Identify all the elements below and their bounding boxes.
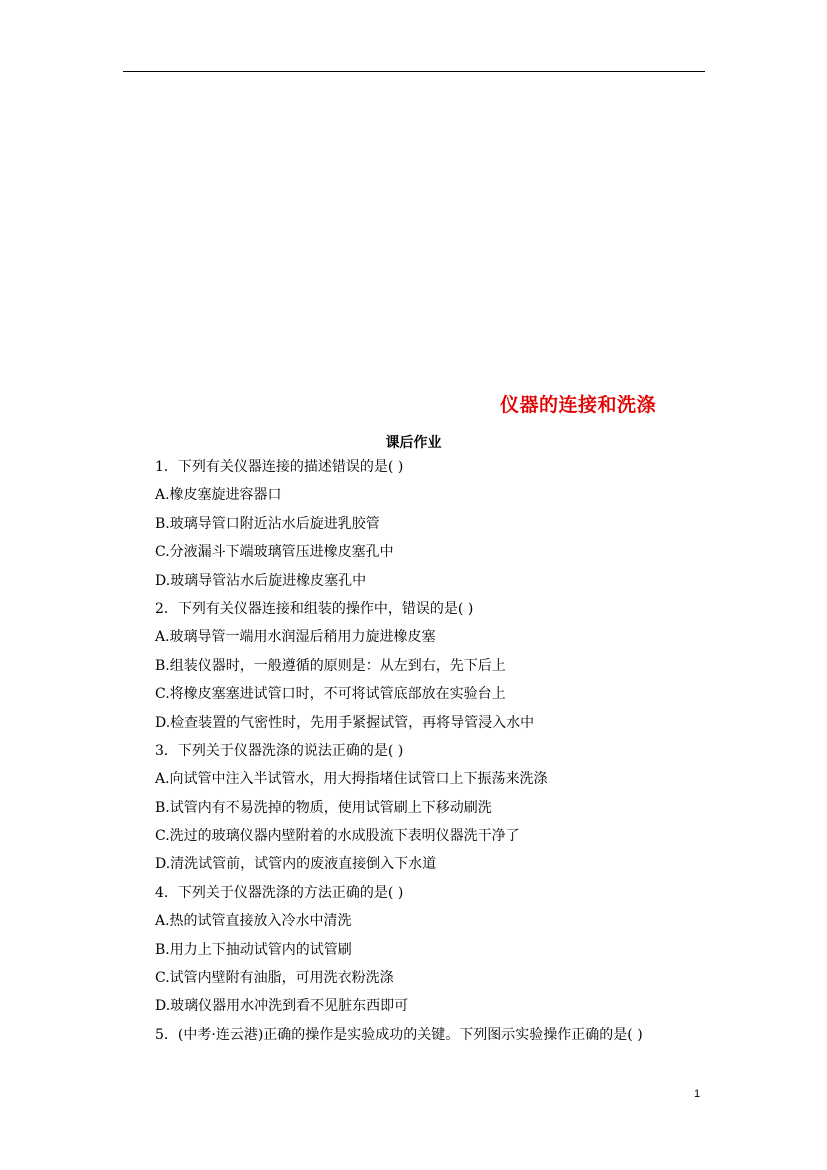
question-stem: 3．下列关于仪器洗涤的说法正确的是( ) [155, 742, 404, 759]
option-b: B.玻璃导管口附近沾水后旋进乳胶管 [155, 515, 380, 532]
question-stem: 4．下列关于仪器洗涤的方法正确的是( ) [155, 884, 404, 901]
option-d: D.检查装置的气密性时，先用手紧握试管，再将导管浸入水中 [155, 714, 535, 731]
question-1 [155, 457, 755, 599]
header-rule [123, 71, 705, 72]
question-5 [155, 1025, 755, 1053]
section-heading: 课后作业 [385, 435, 442, 451]
option-b: B.用力上下抽动试管内的试管刷 [155, 941, 352, 958]
question-stem: 1．下列有关仪器连接的描述错误的是( ) [155, 459, 404, 475]
option-a: A.玻璃导管一端用水润湿后稍用力旋进橡皮塞 [155, 629, 436, 646]
option-c: C.将橡皮塞塞进试管口时，不可将试管底部放在实验台上 [155, 686, 506, 703]
option-d: D.清洗试管前，试管内的废液直接倒入下水道 [155, 856, 437, 873]
document-title: 仪器的连接和洗涤 [500, 394, 657, 416]
option-d: D.玻璃导管沾水后旋进橡皮塞孔中 [155, 572, 367, 589]
option-b: B.试管内有不易洗掉的物质，使用试管刷上下移动刷洗 [155, 799, 492, 816]
question-3 [155, 741, 755, 883]
option-c: C.分液漏斗下端玻璃管压进橡皮塞孔中 [155, 544, 394, 561]
option-b: B.组装仪器时，一般遵循的原则是：从左到右，先下后上 [155, 657, 506, 674]
question-4 [155, 883, 755, 1025]
question-stem: 5．(中考·连云港)正确的操作是实验成功的关键。下列图示实验操作正确的是( ) [155, 1026, 643, 1043]
option-a: A.橡皮塞旋进容器口 [155, 487, 282, 504]
option-a: A.热的试管直接放入冷水中清洗 [155, 913, 352, 930]
option-a: A.向试管中注入半试管水，用大拇指堵住试管口上下振荡来洗涤 [155, 771, 548, 788]
option-c: C.试管内壁附有油脂，可用洗衣粉洗涤 [155, 970, 394, 987]
question-2 [155, 599, 755, 741]
page-number: 1 [694, 1088, 701, 1100]
option-c: C.洗过的玻璃仪器内壁附着的水成股流下表明仪器洗干净了 [155, 828, 520, 845]
option-d: D.玻璃仪器用水冲洗到看不见脏东西即可 [155, 998, 409, 1015]
question-stem: 2．下列有关仪器连接和组装的操作中，错误的是( ) [155, 600, 474, 617]
question-list [155, 457, 755, 1053]
